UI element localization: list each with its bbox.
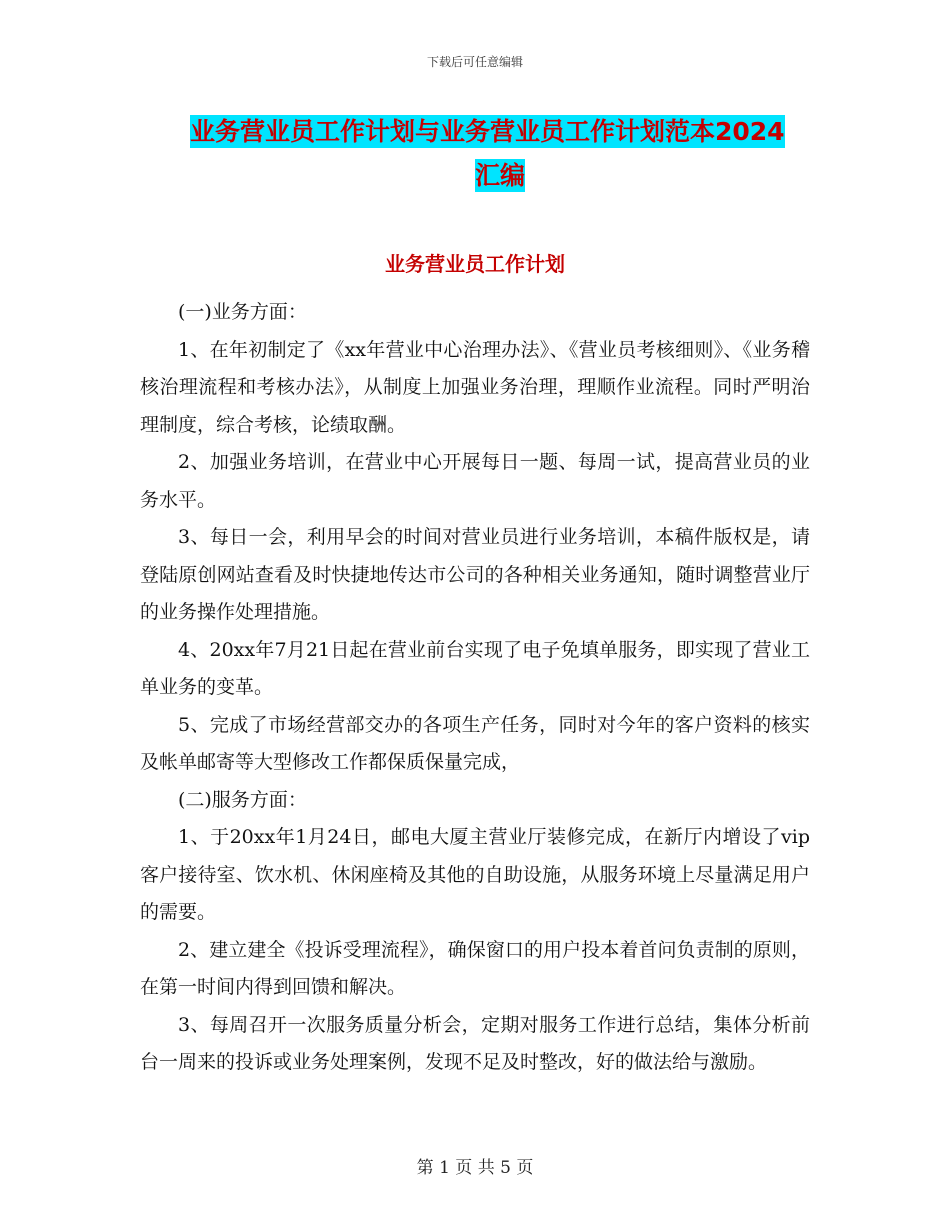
- paragraph: 3、每日一会，利用早会的时间对营业员进行业务培训，本稿件版权是，请登陆原创网站查看及时快捷地传达市公司的各种相关业务通知，随时调整营业厅的业务操作处理措施。: [140, 526, 810, 623]
- paragraph: 1、于20xx年1月24日，邮电大厦主营业厅装修完成，在新厅内增设了vip客户接待室、饮水机、休闲座椅及其他的自助设施，从服务环境上尽量满足用户的需要。: [140, 826, 810, 923]
- section-title: 业务营业员工作计划: [385, 252, 565, 276]
- paragraph: 1、在年初制定了《xx年营业中心治理办法》、《营业员考核细则》、《业务稽核治理流程和考核办法》，从制度上加强业务治理，理顺作业流程。同时严明治理制度，综合考核，论绩取酬。: [140, 338, 810, 436]
- document-body: [140, 294, 810, 1082]
- document-title: [190, 110, 810, 198]
- paragraph: (一)业务方面：: [178, 301, 307, 323]
- paragraph: (二)服务方面：: [178, 788, 307, 811]
- paragraph: 5、完成了市场经营部交办的各项生产任务，同时对今年的客户资料的核实及帐单邮寄等大型修改工作都保质保量完成，: [140, 713, 810, 773]
- paragraph: 2、建立建全《投诉受理流程》，确保窗口的用户投本着首问负责制的原则，在第一时间内得到回馈和解决。: [140, 938, 810, 998]
- paragraph: 2、加强业务培训，在营业中心开展每日一题、每周一试，提高营业员的业务水平。: [140, 451, 810, 511]
- title-line-2: 汇编: [474, 161, 525, 190]
- paragraph: 3、每周召开一次服务质量分析会，定期对服务工作进行总结，集体分析前台一周来的投诉或业务处理案例，发现不足及时整改，好的做法给与激励。: [140, 1013, 810, 1073]
- paragraph: 4、20xx年7月21日起在营业前台实现了电子免填单服务，即实现了营业工单业务的变革。: [140, 638, 810, 698]
- page-number: 第 1 页 共 5 页: [416, 1158, 534, 1178]
- page-header-note: 下载后可任意编辑: [426, 55, 523, 69]
- title-line-1: 业务营业员工作计划与业务营业员工作计划范本2024: [190, 117, 785, 146]
